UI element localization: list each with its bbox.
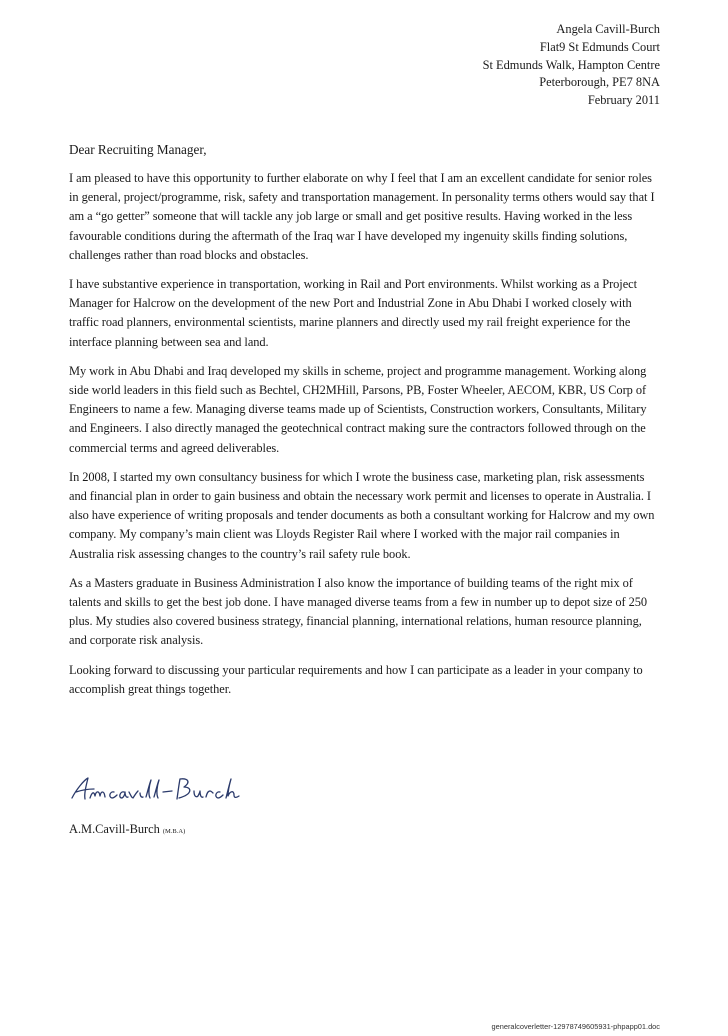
sender-name: Angela Cavill-Burch — [556, 22, 660, 36]
signatory-name: A.M.Cavill-Burch — [69, 822, 160, 836]
handwritten-signature — [66, 772, 256, 812]
paragraph-3: My work in Abu Dhabi and Iraq developed my skills in scheme, project and programme management. Working along side world leaders in this field such as Bechtel, CH2MHill, Parsons, PB, Foster Wheeler, AECOM, KBR, US Corp of Engineers to name a few. Managing diverse teams made up of Scientists, Construction workers, Consultants, Military and Engineers. I also directly managed the geotechnical contract making sure the contractors followed through on the commercial terms and agreed deliverables. — [69, 363, 647, 455]
address-line-3: Peterborough, PE7 8NA — [539, 75, 660, 90]
paragraph-1: I am pleased to have this opportunity to further elaborate on why I feel that I am an excellent candidate for senior roles in general, project/programme, risk, safety and transportation management. In personality terms others would say that I am a “go getter” someone that will tackle any job large or small and get positive results. Having worked in the less favourable conditions during the aftermath of the Iraq war I have developed my ingenuity skills finding solutions, challenges rather than road blocks and obstacles. — [69, 171, 655, 262]
letter-body — [69, 140, 661, 709]
signatory-degree: (M.B.A) — [162, 828, 186, 835]
paragraph-6: Looking forward to discussing your particular requirements and how I can participate as a leader in your company to accomplish great things together. — [69, 662, 643, 696]
sender-address — [483, 21, 660, 110]
signature-image — [66, 772, 256, 812]
paragraph-5: As a Masters graduate in Business Administration I also know the importance of building teams of the right mix of talents and skills to get the best job done. I have managed diverse teams from a few in number up to depot size of 250 plus. My studies also covered business strategy, financial planning, international relations, human resource planning, and corporate risk analysis. — [69, 575, 648, 648]
document-filename: generalcoverletter-12978749605931-phpapp01.doc — [491, 1022, 660, 1031]
letter-date: February 2011 — [587, 93, 660, 108]
salutation: Dear Recruiting Manager, — [69, 142, 207, 157]
address-line-2: St Edmunds Walk, Hampton Centre — [482, 57, 660, 72]
paragraph-2: I have substantive experience in transportation, working in Rail and Port environments. Whilst working as a Project Manager for Halcrow on the development of the new Port and Industrial Zone in Abu Dhabi I worked closely with traffic road planners, environmental scientists, marine planners and directly used my rail freight experience for the interface planning between sea and land. — [69, 277, 637, 349]
signatory — [69, 820, 185, 841]
address-line-1: Flat9 St Edmunds Court — [539, 39, 660, 54]
paragraph-4: In 2008, I started my own consultancy business for which I wrote the business case, marketing plan, risk assessments and financial plan in order to gain business and obtain the necessary work permit and licenses to operate in Australia. I also have experience of writing proposals and tender documents as both a consultant working for Halcrow and my own company. My company’s main client was Lloyds Register Rail where I worked with the major rail companies in Australia risk assessing changes to the country’s rail safety rule book. — [69, 469, 655, 561]
